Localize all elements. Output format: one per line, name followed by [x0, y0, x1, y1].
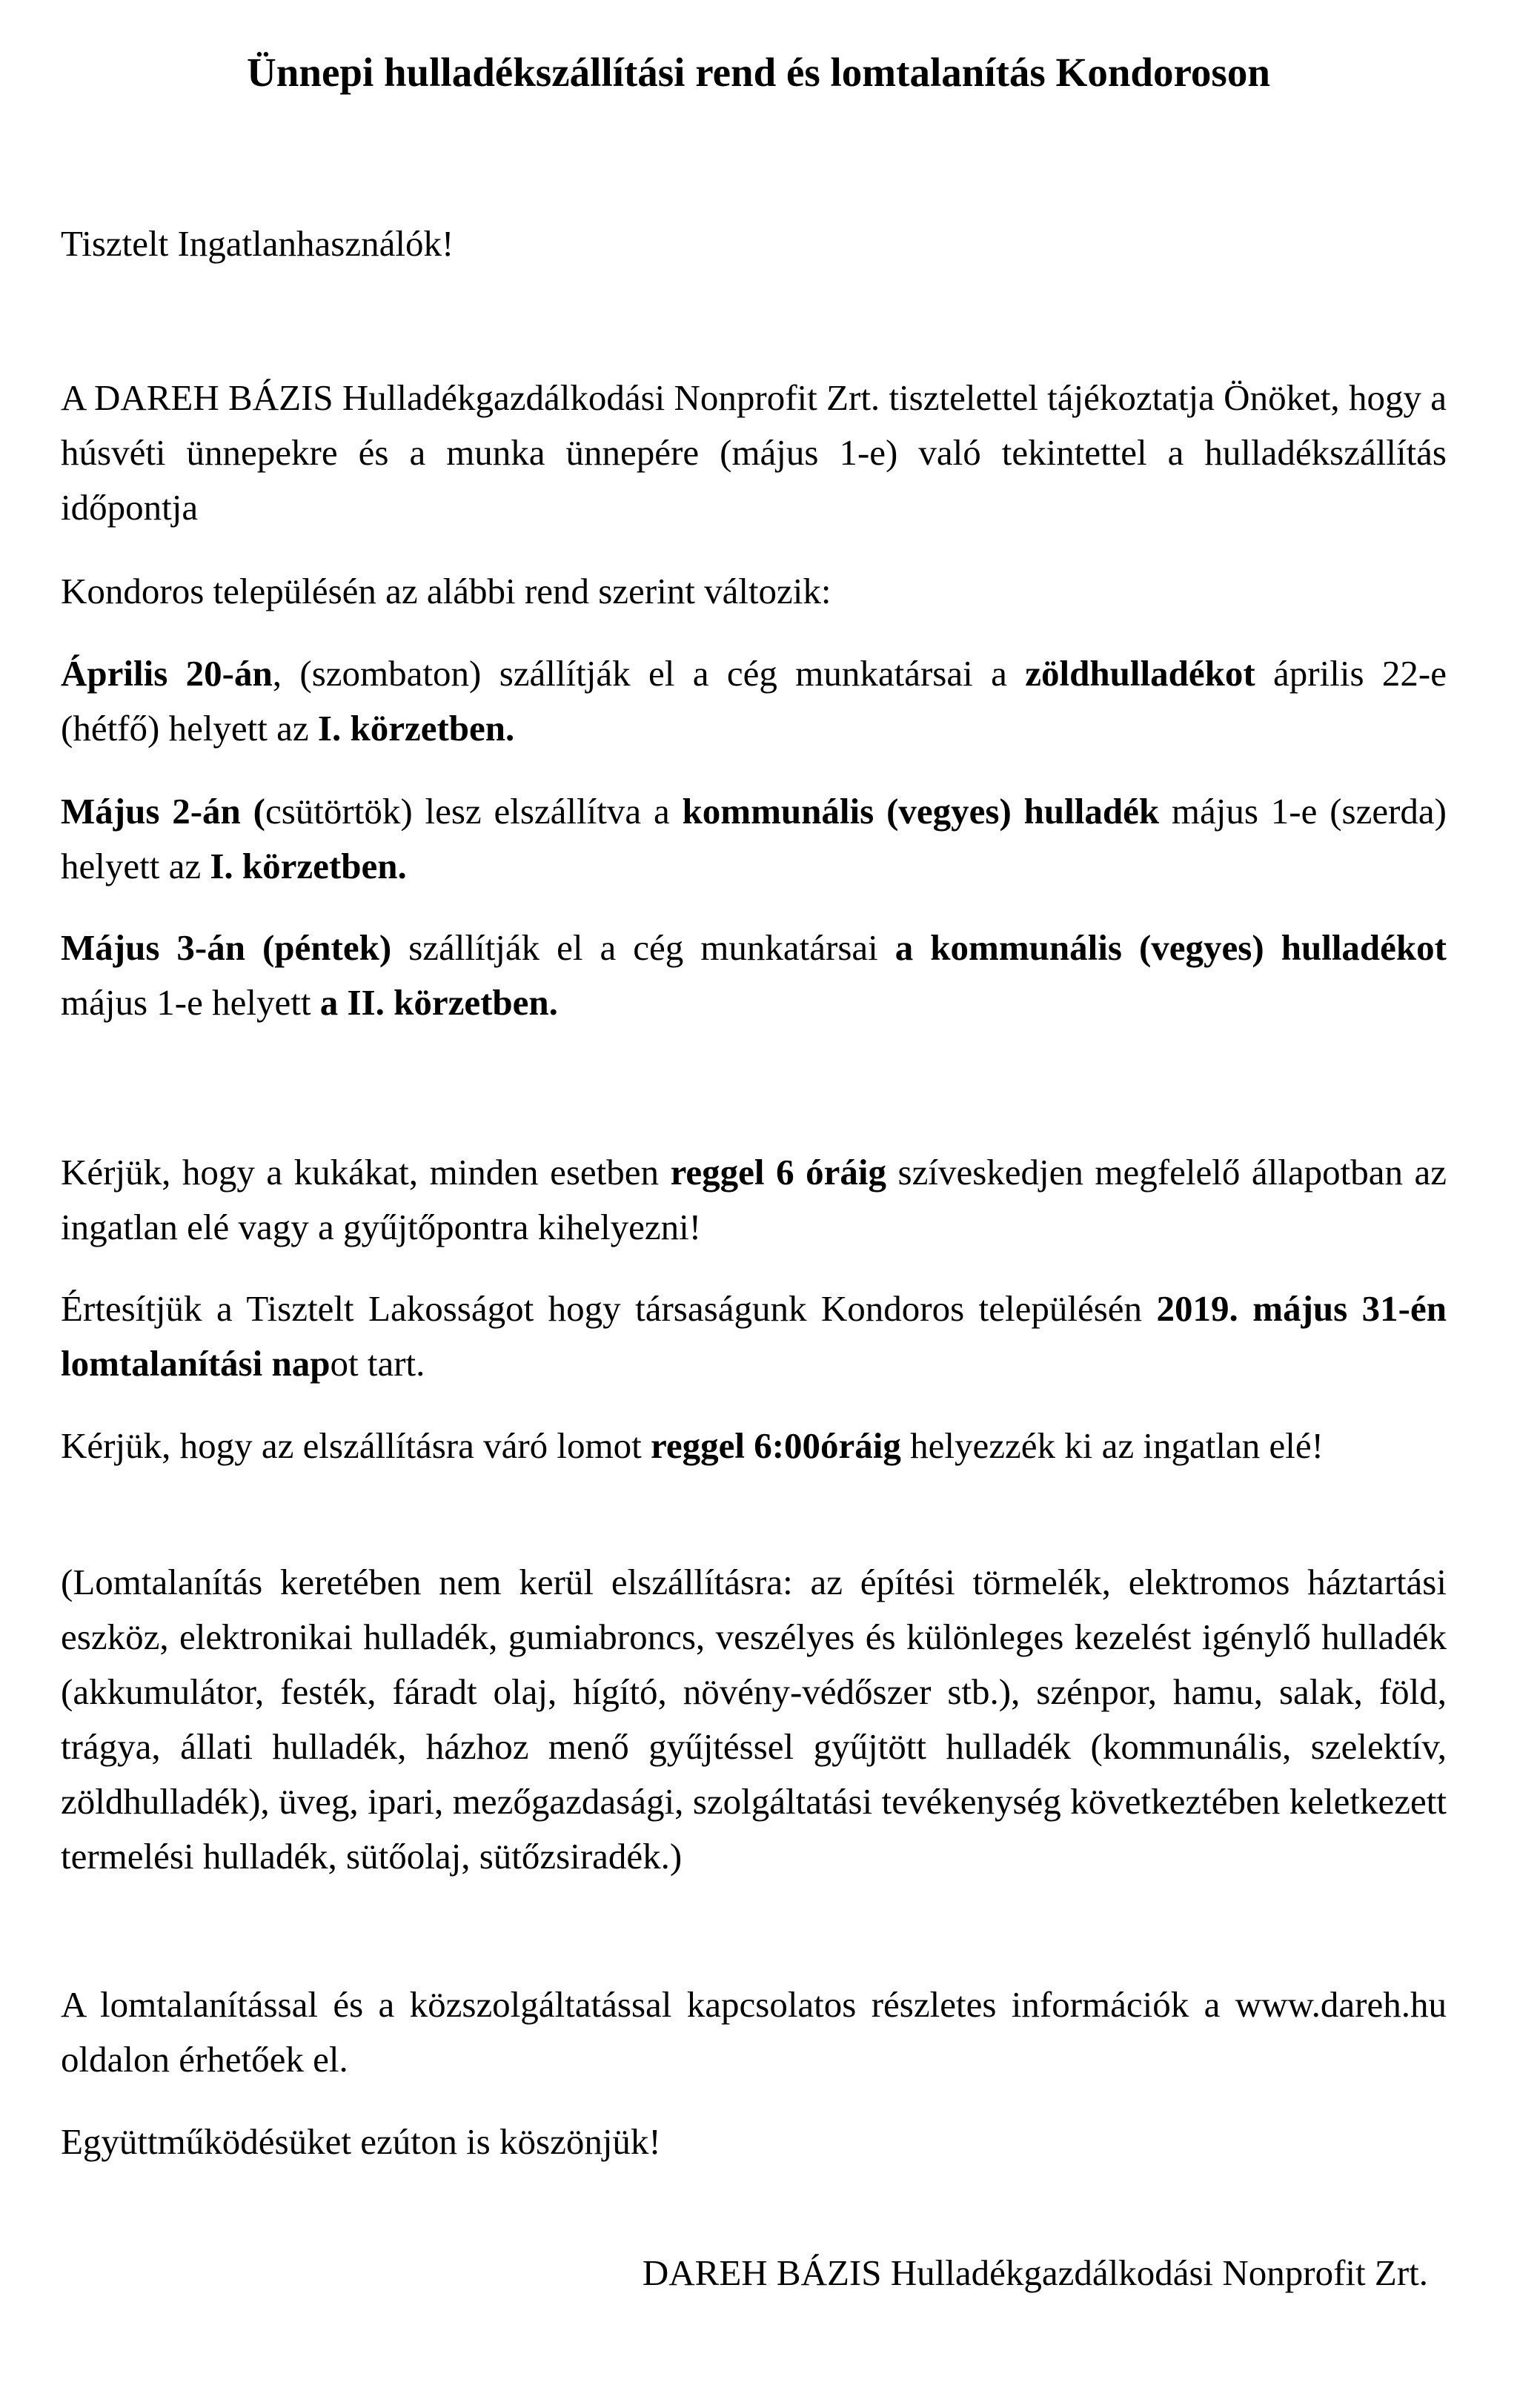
schedule-item-2: Május 2-án (csütörtök) lesz elszállítva a kommunális (vegyes) hulladék május 1-e (szerda) helyett az I. körzetben. [61, 791, 1447, 886]
waste-type-2: kommunális (vegyes) hulladék [682, 791, 1160, 832]
waste-type-1: zöldhulladékot [1025, 653, 1255, 694]
signature: DAREH BÁZIS Hulladékgazdálkodási Nonprofit Zrt. [642, 2252, 1428, 2293]
info-paragraph: A lomtalanítással és a közszolgáltatással kapcsolatos részletes információk a www.dareh.hu oldalon érhetőek el. [61, 1984, 1447, 2080]
intro-paragraph: A DAREH BÁZIS Hulladékgazdálkodási Nonprofit Zrt. tisztelettel tájékoztatja Önöket, hogy a húsvéti ünnepekre és a munka ünnepére (május 1-e) való tekintettel a hulladékszállítás időpontja [61, 377, 1447, 528]
date-1: Április 20-án [61, 653, 273, 694]
date-2: Május 2-án ( [61, 791, 265, 832]
schedule-item-1: Április 20-án, (szombaton) szállítják el a cég munkatársai a zöldhulladékot április 22-e (hétfő) helyett az I. körzetben. [61, 653, 1447, 749]
district-1: I. körzetben. [317, 708, 515, 749]
deadline-time: reggel 6 óráig [670, 1152, 886, 1193]
bin-placement-request: Kérjük, hogy a kukákat, minden esetben reggel 6 óráig szíveskedjen megfelelő állapotban az ingatlan elé vagy a gyűjtőpontra kihelyezni! [61, 1152, 1447, 1247]
district-2: I. körzetben. [210, 846, 407, 886]
bulk-waste-date: 2019. május 31-én lomtalanítási nap [61, 1288, 1447, 1384]
bulk-deadline-time: reggel 6:00óráig [651, 1425, 901, 1466]
bulk-waste-request: Kérjük, hogy az elszállításra váró lomot reggel 6:00óráig helyezzék ki az ingatlan elé! [61, 1425, 1324, 1466]
document-title: Ünnepi hulladékszállítási rend és lomtalanítás Kondoroson [247, 50, 1270, 95]
exclusions-paragraph: (Lomtalanítás keretében nem kerül elszállításra: az építési törmelék, elektromos háztartási eszköz, elektronikai hulladék, gumiabroncs, veszélyes és különleges kezelést igénylő hulladék (akkumulátor, festék, fáradt olaj, hígító, növény-védőszer stb.), szénpor, hamu, salak, föld, trágya, állati hulladék, házhoz menő gyűjtéssel gyűjtött hulladék (kommunális, szelektív, zöldhulladék), üveg, ipari, mezőgazdasági, szolgáltatási tevékenység következtében keletkezett termelési hulladék, sütőolaj, sütőzsiradék.) [61, 1562, 1447, 1877]
waste-type-3: a kommunális (vegyes) hulladékot [894, 927, 1447, 968]
date-3: Május 3-án (péntek) [61, 927, 392, 968]
district-3: a II. körzetben. [319, 982, 558, 1023]
intro-continuation: Kondoros településén az alábbi rend szerint változik: [61, 571, 831, 611]
schedule-item-3: Május 3-án (péntek) szállítják el a cég munkatársai a kommunális (vegyes) hulladékot május 1-e helyett a II. körzetben. [61, 927, 1447, 1023]
greeting: Tisztelt Ingatlanhasználók! [61, 223, 454, 264]
bulk-waste-notice: Értesítjük a Tisztelt Lakosságot hogy társaságunk Kondoros településén 2019. május 31-én lomtalanítási napot tart. [61, 1288, 1447, 1384]
thanks-line: Együttműködésüket ezúton is köszönjük! [61, 2121, 661, 2162]
